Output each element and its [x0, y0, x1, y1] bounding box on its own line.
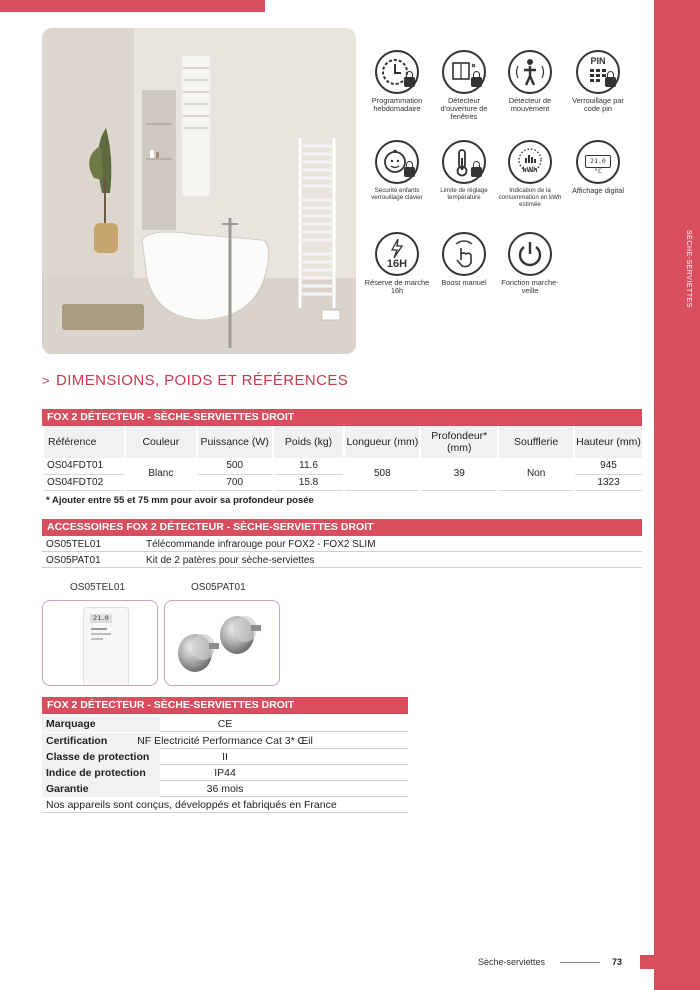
display-icon-text: 21.0 °C: [585, 155, 611, 168]
pin-code-lock-icon: [576, 50, 620, 94]
thermometer-lock-icon: [442, 140, 486, 184]
reserve-icon-text: 16H: [386, 258, 408, 270]
remote-control-image: [83, 607, 129, 686]
side-section-label: SÈCHE-SERVIETTES: [685, 230, 692, 308]
main-table-title: FOX 2 DÉTECTEUR - SÈCHE-SERVIETTES DROIT: [42, 409, 642, 426]
cell-height: 945: [574, 458, 642, 474]
towel-hooks-image: [165, 601, 279, 685]
kwh-icon-text: kWh: [522, 167, 538, 174]
spec-row: [42, 749, 408, 765]
cell-length: 508: [344, 458, 420, 490]
lock-icon: [471, 77, 482, 87]
column-header: Couleur: [125, 426, 197, 458]
cell-power: 700: [197, 474, 273, 490]
cell-weight: 11.6: [273, 458, 345, 474]
cell-power: 500: [197, 458, 273, 474]
feature-window-detector: [430, 50, 498, 121]
remote-control-thumb: [42, 600, 158, 686]
feature-caption: Programmation hebdomadaire: [371, 96, 423, 113]
accessory-code: OS05TEL01: [46, 539, 102, 550]
spec-value: 36 mois: [206, 783, 244, 795]
child-lock-icon: [375, 140, 419, 184]
footer-section-name: Sèche-serviettes: [478, 957, 546, 967]
feature-caption: Fonction marche-veille: [501, 278, 559, 295]
lock-icon: [404, 167, 415, 177]
feature-caption: Boost manuel: [441, 278, 487, 287]
feature-weekly-programming: [363, 50, 431, 113]
side-accent-strip: [654, 0, 700, 990]
column-header: Poids (kg): [273, 426, 345, 458]
spec-label: Classe de protection: [46, 751, 150, 763]
column-header: Hauteur (mm): [574, 426, 642, 458]
accessory-code: OS05PAT01: [46, 555, 101, 566]
motion-detector-icon: [508, 50, 552, 94]
cell-fan: Non: [498, 458, 574, 490]
column-header: Référence: [43, 426, 125, 458]
made-in-france-note: [42, 797, 408, 813]
accessory-row: [42, 554, 642, 568]
feature-child-lock: [363, 140, 431, 201]
table-header-row: [43, 426, 642, 458]
accessory-row: [42, 538, 642, 552]
feature-caption: Détecteur de mouvement: [508, 96, 552, 113]
spec-row: [42, 716, 408, 732]
table-row: [43, 458, 642, 474]
feature-digital-display: [564, 140, 632, 195]
feature-caption: Limite de réglage température: [440, 187, 488, 201]
boost-hand-icon: [442, 232, 486, 276]
spec-row: [42, 733, 408, 749]
spec-row: [42, 765, 408, 781]
remote-screen: 21.0: [90, 614, 112, 623]
footer-divider: [560, 962, 600, 963]
feature-reserve-16h: [363, 232, 431, 295]
digital-display-icon: [576, 140, 620, 184]
energy-kwh-icon: [508, 140, 552, 184]
window-detector-lock-icon: [442, 50, 486, 94]
accessory-description: Kit de 2 patères pour sèche-serviettes: [146, 555, 315, 566]
towel-hooks-thumb: [164, 600, 280, 686]
feature-caption: Réserve de marche 16h: [364, 278, 430, 295]
depth-footnote: * Ajouter entre 55 et 75 mm pour avoir sa profondeur posée: [46, 495, 314, 506]
page-number: 73: [612, 957, 623, 967]
accessories-title: ACCESSOIRES FOX 2 DÉTECTEUR - SÈCHE-SERVIETTES DROIT: [42, 519, 642, 536]
feature-manual-boost: [430, 232, 498, 287]
spec-value: CE: [217, 718, 233, 730]
column-header: Puissance (W): [197, 426, 273, 458]
column-header: Soufflerie: [498, 426, 574, 458]
cell-color: Blanc: [125, 458, 197, 490]
cell-reference: OS04FDT01: [43, 458, 125, 474]
spec-label: Garantie: [46, 783, 89, 795]
section-title-text: DIMENSIONS, POIDS ET RÉFÉRENCES: [56, 372, 349, 389]
lock-icon: [471, 167, 482, 177]
section-title: [42, 372, 348, 389]
feature-temperature-limit: [430, 140, 498, 201]
spec-value: IP44: [214, 767, 236, 779]
cell-reference: OS04FDT02: [43, 474, 125, 490]
feature-energy-consumption: [496, 140, 564, 208]
dimensions-table: [42, 426, 642, 491]
feature-on-standby: [496, 232, 564, 295]
feature-pin-lock: [564, 50, 632, 113]
feature-caption: Détecteur d'ouverture de fenêtres: [440, 96, 488, 121]
spec-label: Indice de protection: [46, 767, 146, 779]
thumb-label: OS05TEL01: [70, 582, 126, 593]
feature-caption: Verrouillage par code pin: [572, 96, 624, 113]
pin-icon-text: PIN: [590, 56, 606, 66]
column-header: Longueur (mm): [344, 426, 420, 458]
feature-caption: Sécurité enfants verrouillage clavier: [371, 187, 423, 201]
note-text: Nos appareils sont conçus, développés et fabriqués en France: [46, 799, 337, 811]
chevron-right-icon: >: [42, 373, 50, 388]
lock-icon: [605, 77, 616, 87]
spec-value: II: [222, 751, 228, 763]
power-icon: [508, 232, 552, 276]
thumb-label: OS05PAT01: [191, 582, 246, 593]
feature-motion-detector: [496, 50, 564, 113]
cell-height: 1323: [574, 474, 642, 490]
spec-label: Certification: [46, 735, 108, 747]
spec-label: Marquage: [46, 718, 96, 730]
top-accent-band: [0, 0, 265, 12]
cell-depth: 39: [420, 458, 498, 490]
lock-icon: [404, 77, 415, 87]
cell-weight: 15.8: [273, 474, 345, 490]
accessory-description: Télécommande infrarouge pour FOX2 - FOX2 SLIM: [146, 539, 376, 550]
calendar-clock-lock-icon: [375, 50, 419, 94]
spec-row: [42, 781, 408, 797]
side-tab-marker: [640, 955, 654, 969]
column-header: Profondeur* (mm): [420, 426, 498, 458]
spec-value: NF Electricité Performance Cat 3* Œil: [137, 735, 313, 747]
feature-caption: Affichage digital: [571, 186, 625, 195]
bathroom-photo: [42, 28, 356, 354]
reserve-16h-icon: [375, 232, 419, 276]
feature-caption: Indication de la consommation en kWh estimée: [498, 187, 562, 208]
specs-title: FOX 2 DÉTECTEUR - SÈCHE-SERVIETTES DROIT: [42, 697, 408, 714]
